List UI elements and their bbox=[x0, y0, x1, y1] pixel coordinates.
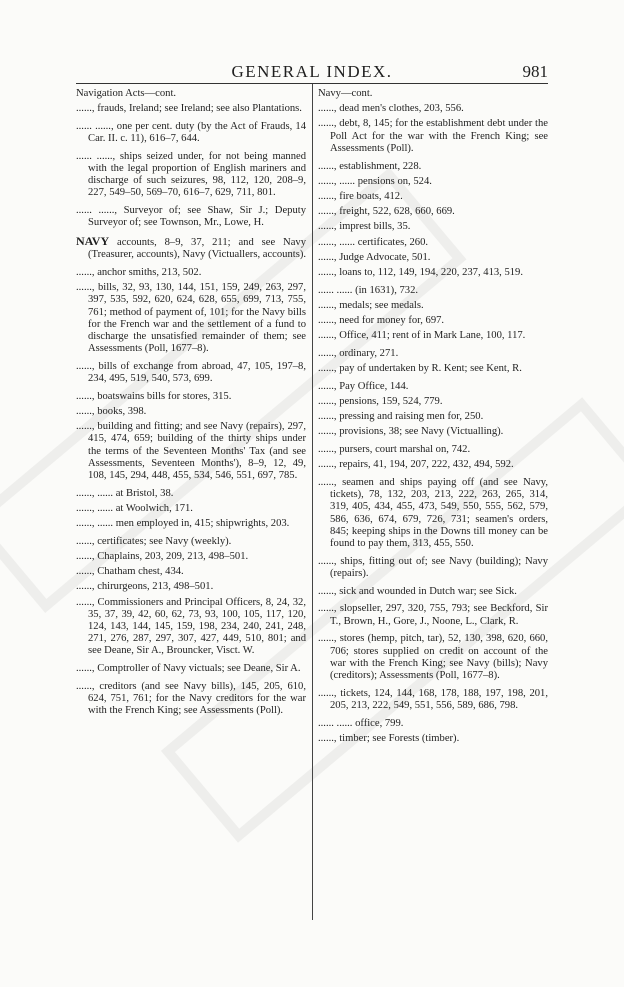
index-entry: ......, boatswains bills for stores, 315. bbox=[76, 390, 232, 402]
index-entry: ......, certificates; see Navy (weekly). bbox=[76, 535, 232, 547]
index-entry: ......, frauds, Ireland; see Ireland; see also Plantations. bbox=[76, 103, 302, 115]
index-entry: ......, debt, 8, 145; for the establishment debt under the Poll Act for the war with the French King; see Assessments (Poll). bbox=[318, 118, 548, 154]
index-entry: ......, stores (hemp, pitch, tar), 52, 130, 398, 620, 660, 706; stores supplied on credit on account of the war with the French King; see Navy (bills); Navy (creditors); Assessments (Poll, 1677–8). bbox=[318, 633, 548, 681]
page-number: 981 bbox=[522, 62, 548, 81]
left-continued-heading: Navigation Acts—cont. bbox=[76, 88, 177, 99]
index-entry: ......, Chatham chest, 434. bbox=[76, 566, 184, 578]
index-entry: ......, pay of undertaken by R. Kent; see Kent, R. bbox=[318, 363, 522, 375]
index-entry: ......, repairs, 41, 194, 207, 222, 432, 494, 592. bbox=[318, 459, 514, 471]
index-entry: ......, building and fitting; and see Navy (repairs), 297, 415, 474, 659; building of the thirty ships under the terms of the Seventeen Months' Tax (and see Assessments, Seventeen Months'), 8–9, 12, 49, 108, 145, 294, 448, 455, 534, 546, 551, 697, 785. bbox=[76, 421, 306, 481]
index-entry: ......, books, 398. bbox=[76, 405, 147, 417]
index-entry: ......, ...... at Bristol, 38. bbox=[76, 487, 174, 499]
index-entry: ......, bills of exchange from abroad, 47, 105, 197–8, 234, 495, 519, 540, 573, 699. bbox=[76, 360, 306, 385]
index-entry: ......, Commissioners and Principal Officers, 8, 24, 32, 35, 37, 39, 42, 60, 62, 73, 93, 100, 105, 117, 120, 124, 143, 144, 145, 159, 198, 234, 240, 241, 248, 271, 276, 287, 297, 307, 427, 449, 510, 801; and see Deane, Sir A., Brouncker, Visct. W. bbox=[76, 596, 306, 657]
index-entry: ......, establishment, 228. bbox=[318, 160, 422, 172]
index-entry: ......, Pay Office, 144. bbox=[318, 380, 409, 392]
index-entry: ......, Office, 411; rent of in Mark Lane, 100, 117. bbox=[318, 330, 526, 342]
right-column bbox=[318, 88, 548, 748]
index-entry: ......, ships, fitting out of; see Navy (building); Navy (repairs). bbox=[318, 555, 548, 579]
column-divider bbox=[312, 84, 313, 920]
index-entry: ......, need for money for, 697. bbox=[318, 315, 445, 327]
index-entry: ...... ...... (in 1631), 732. bbox=[318, 284, 419, 296]
index-entry: ......, imprest bills, 35. bbox=[318, 221, 411, 233]
index-entry: ......, creditors (and see Navy bills), 145, 205, 610, 624, 751, 761; for the Navy creditors for the war with the French King; see Assessments (Poll). bbox=[76, 680, 306, 717]
index-entry: ......, tickets, 124, 144, 168, 178, 188, 197, 198, 201, 205, 213, 222, 549, 551, 556, 589, 686, 798. bbox=[318, 687, 548, 711]
index-entry: ......, bills, 32, 93, 130, 144, 151, 159, 249, 263, 297, 397, 535, 592, 620, 624, 628, 655, 699, 713, 755, 761; method of payment of, 101; for the Navy bills for the French war and the settlement of a fund to discharge the unsatisfied remainder of them; see Assessments (Poll, 1677–8). bbox=[76, 282, 306, 355]
index-entry: ......, freight, 522, 628, 660, 669. bbox=[318, 206, 455, 218]
index-entry: ......, Chaplains, 203, 209, 213, 498–501. bbox=[76, 551, 249, 562]
index-entry: ......, pensions, 159, 524, 779. bbox=[318, 396, 443, 408]
index-entry: ......, seamen and ships paying off (and see Navy, tickets), 78, 132, 203, 213, 222, 263, 265, 314, 319, 405, 434, 455, 473, 549, 550, 555, 562, 579, 586, 636, 674, 679, 726, 731; seamen's orders, 845; keeping ships in the Downs till money can be found to pay them, 313, 455, 550. bbox=[318, 477, 548, 550]
index-entry: ...... ...... office, 799. bbox=[318, 717, 404, 729]
index-entry: ......, timber; see Forests (timber). bbox=[318, 732, 460, 744]
index-entry: ......, medals; see medals. bbox=[318, 299, 424, 311]
index-entry: ......, chirurgeons, 213, 498–501. bbox=[76, 581, 214, 593]
index-entry-navy-heading: NAVY accounts, 8–9, 37, 211; and see Navy (Treasurer, accounts), Navy (Victuallers, accounts). bbox=[76, 234, 306, 261]
index-entry: ......, pursers, court marshal on, 742. bbox=[318, 444, 471, 456]
index-entry: ......, dead men's clothes, 203, 556. bbox=[318, 103, 464, 115]
index-entry: ......, Judge Advocate, 501. bbox=[318, 251, 431, 263]
index-entry: ......, slopseller, 297, 320, 755, 793; see Beckford, Sir T., Brown, H., Gore, J., Noone, L., Clark, R. bbox=[318, 603, 548, 627]
index-entry: ......, pressing and raising men for, 250. bbox=[318, 411, 484, 423]
index-entry: ...... ......, ships seized under, for not being manned with the legal proportion of English mariners and discharge of such seizures, 98, 112, 120, 208–9, 227, 549–50, 569–70, 616–7, 629, 711, 801. bbox=[76, 150, 306, 199]
index-entry: ......, sick and wounded in Dutch war; see Sick. bbox=[318, 585, 517, 597]
navy-heading-word: NAVY bbox=[76, 234, 110, 249]
index-entry: ......, loans to, 112, 149, 194, 220, 237, 413, 519. bbox=[318, 266, 524, 278]
index-entry: ...... ......, one per cent. duty (by the Act of Frauds, 14 Car. II. c. 11), 616–7, 644. bbox=[76, 120, 306, 145]
running-title: GENERAL INDEX. bbox=[231, 62, 393, 81]
index-entry: ......, ordinary, 271. bbox=[318, 347, 399, 359]
index-entry: ......, provisions, 38; see Navy (Victualling). bbox=[318, 426, 504, 438]
index-entry: ......, fire boats, 412. bbox=[318, 190, 403, 202]
index-entry: ......, ...... at Woolwich, 171. bbox=[76, 502, 193, 514]
left-column bbox=[76, 88, 306, 723]
index-entry: ......, ...... pensions on, 524. bbox=[318, 175, 432, 187]
index-entry: ......, Comptroller of Navy victuals; see Deane, Sir A. bbox=[76, 663, 301, 675]
index-entry: ......, anchor smiths, 213, 502. bbox=[76, 266, 202, 278]
index-entry: ......, ...... certificates, 260. bbox=[318, 236, 429, 248]
index-entry: ......, ...... men employed in, 415; shipwrights, 203. bbox=[76, 518, 290, 530]
right-continued-heading: Navy—cont. bbox=[318, 88, 373, 99]
index-entry: ...... ......, Surveyor of; see Shaw, Sir J.; Deputy Surveyor of; see Townson, Mr., Lowe, H. bbox=[76, 205, 306, 229]
